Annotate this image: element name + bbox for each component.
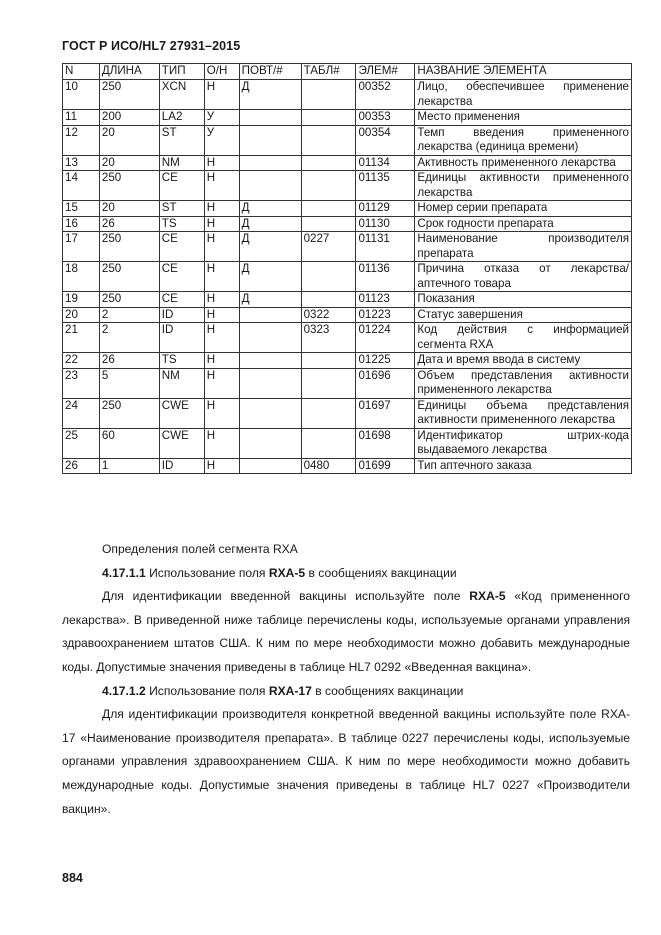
table-cell bbox=[301, 368, 356, 398]
column-header: ДЛИНА bbox=[99, 64, 159, 80]
table-cell: 250 bbox=[99, 262, 159, 292]
table-cell: Н bbox=[204, 353, 239, 369]
table-cell: NM bbox=[159, 368, 204, 398]
table-row bbox=[63, 323, 632, 353]
table-cell: Н bbox=[204, 428, 239, 458]
table-cell: Единицы объема представления активности примененного лекарства bbox=[415, 398, 632, 428]
table-cell: 200 bbox=[99, 110, 159, 126]
table-cell: 14 bbox=[63, 171, 100, 201]
table-cell: CWE bbox=[159, 398, 204, 428]
table-cell: Д bbox=[239, 201, 301, 217]
table-row bbox=[63, 80, 632, 110]
table-row bbox=[63, 216, 632, 232]
table-cell: 01225 bbox=[356, 353, 415, 369]
table-cell: 25 bbox=[63, 428, 100, 458]
table-cell: 22 bbox=[63, 353, 100, 369]
table-cell: 01224 bbox=[356, 323, 415, 353]
table-cell: 21 bbox=[63, 323, 100, 353]
table-row bbox=[63, 458, 632, 474]
table-cell bbox=[301, 201, 356, 217]
table-cell: Н bbox=[204, 292, 239, 308]
table-cell bbox=[301, 125, 356, 155]
table-cell: XCN bbox=[159, 80, 204, 110]
column-header: НАЗВАНИЕ ЭЛЕМЕНТА bbox=[415, 64, 632, 80]
table-cell: Темп введения примененного лекарства (единица времени) bbox=[415, 125, 632, 155]
table-cell: 00354 bbox=[356, 125, 415, 155]
table-cell bbox=[301, 155, 356, 171]
column-header: N bbox=[63, 64, 100, 80]
table-cell: Н bbox=[204, 201, 239, 217]
body-text bbox=[62, 538, 630, 821]
table-cell: Н bbox=[204, 307, 239, 323]
table-cell: 18 bbox=[63, 262, 100, 292]
table-row bbox=[63, 171, 632, 201]
table-cell: CE bbox=[159, 232, 204, 262]
table-cell: 5 bbox=[99, 368, 159, 398]
table-cell: 24 bbox=[63, 398, 100, 428]
table-cell: 01123 bbox=[356, 292, 415, 308]
table-cell: CWE bbox=[159, 428, 204, 458]
table-header-row bbox=[63, 64, 632, 80]
table-cell bbox=[239, 458, 301, 474]
table-cell: 00352 bbox=[356, 80, 415, 110]
table-cell: Место применения bbox=[415, 110, 632, 126]
table-cell: 20 bbox=[99, 125, 159, 155]
table-row bbox=[63, 232, 632, 262]
table-cell: 15 bbox=[63, 201, 100, 217]
paragraph-rxa17: Для идентификации производителя конкретной введенной вакцины используйте поле RXA-17 «Наименование производителя препарата». В таблице 0227 перечислены коды, используемые органами управления здравоохранением США. К ним по мере необходимости можно добавить международные коды. Допустимые значения приведены в таблице HL7 0227 «Производители вакцин». bbox=[62, 707, 630, 816]
field-code: RXA-5 bbox=[469, 589, 506, 604]
table-cell: У bbox=[204, 110, 239, 126]
table-cell: ST bbox=[159, 201, 204, 217]
table-cell: 60 bbox=[99, 428, 159, 458]
table-cell: LA2 bbox=[159, 110, 204, 126]
table-cell: NM bbox=[159, 155, 204, 171]
table-row bbox=[63, 428, 632, 458]
table-cell bbox=[301, 80, 356, 110]
table-cell: Н bbox=[204, 171, 239, 201]
table-cell: Код действия с информацией сегмента RXA bbox=[415, 323, 632, 353]
table-cell: Причина отказа от лекарства/аптечного товара bbox=[415, 262, 632, 292]
table-cell: 23 bbox=[63, 368, 100, 398]
table-cell: 1 bbox=[99, 458, 159, 474]
subsection-heading-rxa17: 4.17.1.2 Использование поля RXA-17 в сообщениях вакцинации bbox=[102, 683, 464, 698]
table-row bbox=[63, 292, 632, 308]
table-cell: 12 bbox=[63, 125, 100, 155]
table-cell: 01696 bbox=[356, 368, 415, 398]
table-cell bbox=[301, 171, 356, 201]
table-cell: 20 bbox=[99, 155, 159, 171]
table-cell: 01223 bbox=[356, 307, 415, 323]
table-cell bbox=[239, 110, 301, 126]
table-cell: Н bbox=[204, 458, 239, 474]
paragraph-rxa5: Для идентификации введенной вакцины используйте поле RXA-5 «Код примененного лекарства». В приведенной ниже таблице перечислены коды, используемые органами управления здравоохранением штатов США. К ним по мере необходимости можно добавить международные коды. Допустимые значения приведены в таблице HL7 0292 «Введенная вакцина». bbox=[62, 589, 630, 674]
table-cell bbox=[301, 292, 356, 308]
table-cell: CE bbox=[159, 262, 204, 292]
table-cell: 26 bbox=[99, 216, 159, 232]
table-row bbox=[63, 398, 632, 428]
table-body bbox=[63, 80, 632, 474]
table-cell: 250 bbox=[99, 398, 159, 428]
table-cell: Активность примененного лекарства bbox=[415, 155, 632, 171]
table-cell: Срок годности препарата bbox=[415, 216, 632, 232]
table-cell: Номер серии препарата bbox=[415, 201, 632, 217]
table-cell: 11 bbox=[63, 110, 100, 126]
table-cell: 250 bbox=[99, 171, 159, 201]
table-cell: ID bbox=[159, 323, 204, 353]
table-cell: Н bbox=[204, 262, 239, 292]
table-cell: ST bbox=[159, 125, 204, 155]
table-row bbox=[63, 262, 632, 292]
table-cell: 19 bbox=[63, 292, 100, 308]
table-cell: CE bbox=[159, 171, 204, 201]
table-cell: 01134 bbox=[356, 155, 415, 171]
table-cell: Н bbox=[204, 323, 239, 353]
table-cell: 13 bbox=[63, 155, 100, 171]
column-header: ТИП bbox=[159, 64, 204, 80]
table-cell: Д bbox=[239, 262, 301, 292]
table-cell bbox=[239, 353, 301, 369]
table-cell bbox=[301, 428, 356, 458]
table-cell: 2 bbox=[99, 307, 159, 323]
table-cell: Н bbox=[204, 368, 239, 398]
section-caption: Определения полей сегмента RXA bbox=[102, 542, 298, 556]
table-cell: 0322 bbox=[301, 307, 356, 323]
table-cell bbox=[239, 323, 301, 353]
table-cell: Н bbox=[204, 155, 239, 171]
table-cell: Наименование производителя препарата bbox=[415, 232, 632, 262]
table-cell: 01129 bbox=[356, 201, 415, 217]
field-code: RXA-17 bbox=[268, 683, 312, 698]
table-cell: 0227 bbox=[301, 232, 356, 262]
table-cell: 20 bbox=[99, 201, 159, 217]
table-cell: Тип аптечного заказа bbox=[415, 458, 632, 474]
table-cell bbox=[239, 155, 301, 171]
table-cell: ID bbox=[159, 307, 204, 323]
table-cell: 250 bbox=[99, 292, 159, 308]
table-row bbox=[63, 353, 632, 369]
field-code: RXA-5 bbox=[268, 565, 306, 580]
table-cell: TS bbox=[159, 216, 204, 232]
table-cell: 2 bbox=[99, 323, 159, 353]
table-row bbox=[63, 307, 632, 323]
table-cell: 16 bbox=[63, 216, 100, 232]
subsection-number: 4.17.1.1 bbox=[102, 565, 146, 580]
table-cell: 17 bbox=[63, 232, 100, 262]
table-cell: Единицы активности примененного лекарства bbox=[415, 171, 632, 201]
table-cell: 20 bbox=[63, 307, 100, 323]
table-row bbox=[63, 125, 632, 155]
table-cell: 01130 bbox=[356, 216, 415, 232]
table-cell: 00353 bbox=[356, 110, 415, 126]
table-cell: 26 bbox=[63, 458, 100, 474]
table-cell: 01131 bbox=[356, 232, 415, 262]
table-cell: Д bbox=[239, 232, 301, 262]
column-header: ТАБЛ# bbox=[301, 64, 356, 80]
table-cell: 01136 bbox=[356, 262, 415, 292]
table-cell: 0480 bbox=[301, 458, 356, 474]
table-cell: ID bbox=[159, 458, 204, 474]
table-cell bbox=[239, 125, 301, 155]
table-row bbox=[63, 110, 632, 126]
table-cell: У bbox=[204, 125, 239, 155]
table-cell: Н bbox=[204, 216, 239, 232]
table-cell: TS bbox=[159, 353, 204, 369]
table-cell: Показания bbox=[415, 292, 632, 308]
table-cell: 26 bbox=[99, 353, 159, 369]
table-row bbox=[63, 201, 632, 217]
table-cell: Дата и время ввода в систему bbox=[415, 353, 632, 369]
column-header: ЭЛЕМ# bbox=[356, 64, 415, 80]
table-cell: 01697 bbox=[356, 398, 415, 428]
table-cell bbox=[239, 428, 301, 458]
table-cell bbox=[301, 353, 356, 369]
table-cell: Н bbox=[204, 232, 239, 262]
table-cell bbox=[239, 398, 301, 428]
table-cell bbox=[301, 110, 356, 126]
table-cell: 01699 bbox=[356, 458, 415, 474]
table-cell: 01135 bbox=[356, 171, 415, 201]
table-cell: Статус завершения bbox=[415, 307, 632, 323]
table-cell: Идентификатор штрих-кода выдаваемого лекарства bbox=[415, 428, 632, 458]
table-cell bbox=[239, 307, 301, 323]
subsection-number: 4.17.1.2 bbox=[102, 683, 146, 698]
column-header: ПОВТ/# bbox=[239, 64, 301, 80]
table-cell: Н bbox=[204, 80, 239, 110]
table-cell: 01698 bbox=[356, 428, 415, 458]
subsection-heading-rxa5: 4.17.1.1 Использование поля RXA-5 в сообщениях вакцинации bbox=[102, 565, 457, 580]
table-cell bbox=[239, 171, 301, 201]
table-cell: Н bbox=[204, 398, 239, 428]
column-header: О/Н bbox=[204, 64, 239, 80]
table-row bbox=[63, 368, 632, 398]
table-cell bbox=[301, 262, 356, 292]
table-cell: 250 bbox=[99, 232, 159, 262]
table-cell: 10 bbox=[63, 80, 100, 110]
table-cell: CE bbox=[159, 292, 204, 308]
table-cell: Д bbox=[239, 216, 301, 232]
table-cell: 0323 bbox=[301, 323, 356, 353]
table-cell: Д bbox=[239, 80, 301, 110]
rxa-segment-table bbox=[62, 63, 632, 474]
table-cell bbox=[239, 368, 301, 398]
document-header: ГОСТ Р ИСО/HL7 27931–2015 bbox=[62, 39, 241, 53]
page-number: 884 bbox=[62, 871, 83, 885]
table-cell: Объем представления активности примененного лекарства bbox=[415, 368, 632, 398]
table-cell bbox=[301, 216, 356, 232]
table-row bbox=[63, 155, 632, 171]
table-cell: Д bbox=[239, 292, 301, 308]
table-cell: Лицо, обеспечившее применение лекарства bbox=[415, 80, 632, 110]
table-cell bbox=[301, 398, 356, 428]
table-cell: 250 bbox=[99, 80, 159, 110]
